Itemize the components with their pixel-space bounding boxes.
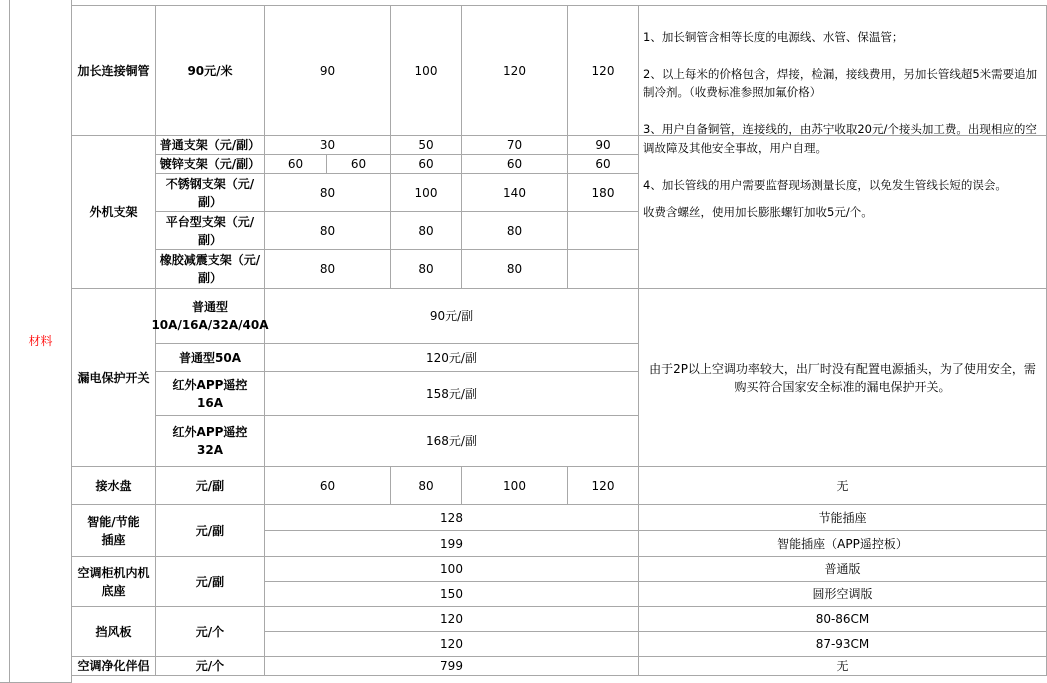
- bracket-price: [568, 212, 639, 250]
- purifier-unit: 元/个: [156, 657, 265, 676]
- pipe-note: 3、用户自备铜管，连接线的，由苏宁收取20元/个接头加工费。出现相应的空调故障及其他安全事故，用户自理。: [643, 122, 1037, 155]
- base-unit: 元/副: [156, 557, 265, 607]
- socket-unit: 元/副: [156, 505, 265, 557]
- bracket-price: [568, 250, 639, 289]
- drain-price: 100: [462, 467, 568, 505]
- bracket-label: 普通支架（元/副）: [156, 136, 265, 155]
- windboard-unit: 元/个: [156, 607, 265, 657]
- leakage-label: 普通型 10A/16A/32A/40A: [156, 289, 265, 344]
- bracket-price: 60: [265, 155, 327, 174]
- leakage-price: 168元/副: [265, 416, 639, 467]
- bracket-note: 收费含螺丝，使用加长膨胀螺钉加收5元/个。: [639, 136, 1047, 289]
- bottom-strip: [72, 676, 1047, 683]
- drain-unit: 元/副: [156, 467, 265, 505]
- base-price: 150: [265, 582, 639, 607]
- base-name: 空调柜机内机底座: [72, 557, 156, 607]
- pipe-note: 1、加长铜管含相等长度的电源线、水管、保温管；: [643, 29, 904, 44]
- bracket-label: 橡胶减震支架（元/副）: [156, 250, 265, 289]
- drain-price: 80: [391, 467, 462, 505]
- socket-price: 199: [265, 531, 639, 557]
- bracket-label: 镀锌支架（元/副）: [156, 155, 265, 174]
- bracket-label: 不锈钢支架（元/副）: [156, 174, 265, 212]
- bracket-price: 80: [462, 250, 568, 289]
- bracket-price: 60: [391, 155, 462, 174]
- bracket-price: 30: [265, 136, 391, 155]
- socket-price: 128: [265, 505, 639, 531]
- base-desc: 圆形空调版: [639, 582, 1047, 607]
- drain-name: 接水盘: [72, 467, 156, 505]
- purifier-note: 无: [639, 657, 1047, 676]
- pipe-name: 加长连接铜管: [72, 6, 156, 136]
- leakage-note: 由于2P以上空调功率较大，出厂时没有配置电源插头，为了使用安全，需购买符合国家安全标准的漏电保护开关。: [639, 289, 1047, 467]
- socket-name: 智能/节能插座: [72, 505, 156, 557]
- pipe-price: 90: [265, 6, 391, 136]
- windboard-name: 挡风板: [72, 607, 156, 657]
- bracket-price: 80: [265, 174, 391, 212]
- bracket-price: 80: [391, 212, 462, 250]
- bracket-price: 80: [462, 212, 568, 250]
- bracket-price: 80: [265, 250, 391, 289]
- leakage-price: 120元/副: [265, 344, 639, 372]
- bracket-price: 180: [568, 174, 639, 212]
- base-price: 100: [265, 557, 639, 582]
- drain-price: 120: [568, 467, 639, 505]
- bracket-price: 100: [391, 174, 462, 212]
- category-cell: 材料: [10, 0, 72, 683]
- pipe-note: 4、加长管线的用户需要监督现场测量长度，以免发生管线长短的误会。: [643, 177, 1007, 192]
- leakage-price: 90元/副: [265, 289, 639, 344]
- purifier-name: 空调净化伴侣: [72, 657, 156, 676]
- drain-price: 60: [265, 467, 391, 505]
- bracket-price: 60: [462, 155, 568, 174]
- pipe-note: 2、以上每米的价格包含，焊接，检漏，接线费用，另加长管线超5米需要追加制冷剂。（收费标准参照加氟价格）: [643, 66, 1038, 99]
- bracket-price: 140: [462, 174, 568, 212]
- pipe-price: 120: [568, 6, 639, 136]
- bracket-name: 外机支架: [72, 136, 156, 289]
- pipe-price: 100: [391, 6, 462, 136]
- windboard-price: 120: [265, 632, 639, 657]
- bracket-price: 60: [568, 155, 639, 174]
- windboard-price: 120: [265, 607, 639, 632]
- windboard-desc: 87-93CM: [639, 632, 1047, 657]
- leakage-label: 普通型50A: [156, 344, 265, 372]
- bracket-price: 60: [327, 155, 391, 174]
- pipe-price: 120: [462, 6, 568, 136]
- leakage-price: 158元/副: [265, 372, 639, 416]
- base-desc: 普通版: [639, 557, 1047, 582]
- leakage-label: 红外APP遥控 32A: [156, 416, 265, 467]
- bracket-price: 80: [265, 212, 391, 250]
- bracket-price: 70: [462, 136, 568, 155]
- pipe-notes: [639, 6, 1047, 192]
- leakage-name: 漏电保护开关: [72, 289, 156, 467]
- socket-desc: 节能插座: [639, 505, 1047, 531]
- bracket-price: 80: [391, 250, 462, 289]
- leakage-label: 红外APP遥控 16A: [156, 372, 265, 416]
- table-left-margin: [0, 0, 10, 683]
- bracket-label: 平台型支架（元/副）: [156, 212, 265, 250]
- drain-note: 无: [639, 467, 1047, 505]
- windboard-desc: 80-86CM: [639, 607, 1047, 632]
- bracket-price: 90: [568, 136, 639, 155]
- socket-desc: 智能插座（APP遥控板）: [639, 531, 1047, 557]
- pipe-unit: 90元/米: [156, 6, 265, 136]
- purifier-price: 799: [265, 657, 639, 676]
- bracket-price: 50: [391, 136, 462, 155]
